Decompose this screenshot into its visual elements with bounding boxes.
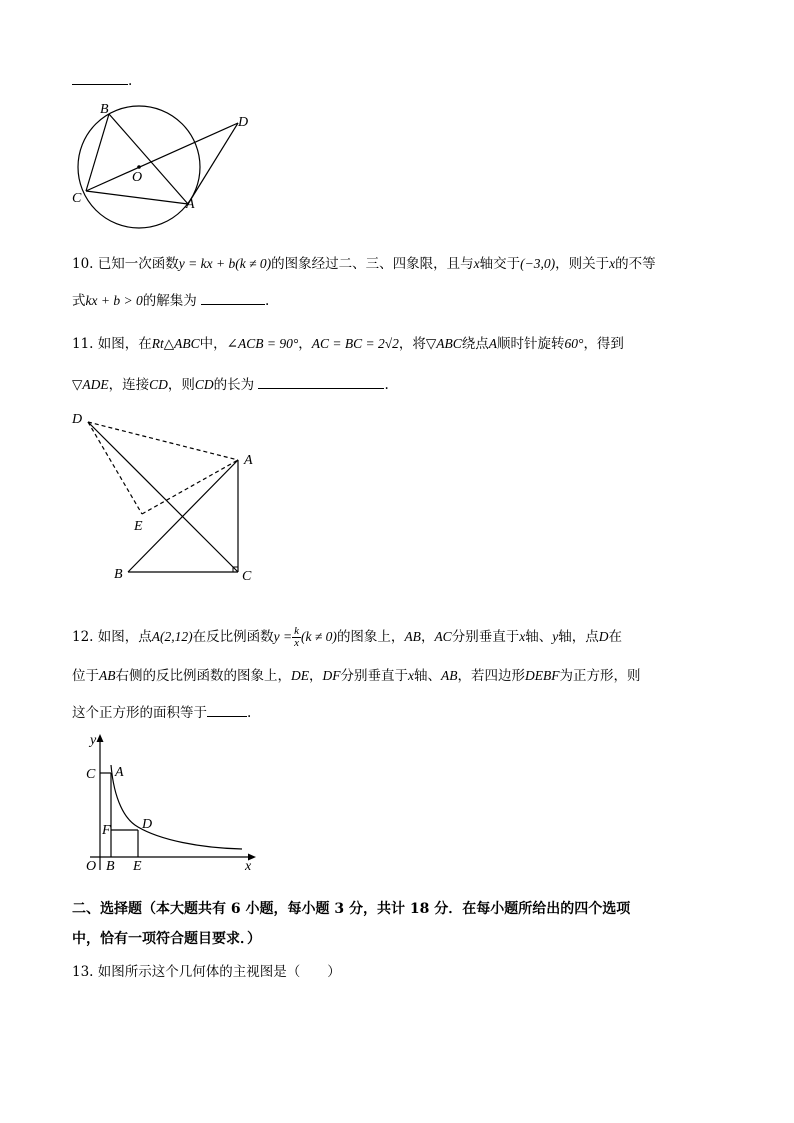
label-y: y [90,733,97,748]
label-e: E [133,859,142,874]
y-axis-arrow [97,734,104,742]
segment-ad [188,123,238,204]
answer-blank[interactable] [72,70,128,85]
label-d: D [238,115,249,130]
q11-answer-blank[interactable] [258,374,384,389]
label-a: A [186,197,195,212]
section2-heading-line1: 二、选择题（本大题共有 6 小题，每小题 3 分，共计 18 分．在每小题所给出的四个选项 [72,901,631,917]
center-point [137,165,141,169]
q10-answer-blank[interactable] [201,290,265,305]
figure-rotation [66,406,276,586]
label-b: B [114,567,123,582]
fraction-k-over-x: $\frac{k}{x}$ [294,625,300,649]
figure-hyperbola [80,730,270,878]
figure-circle [66,98,266,238]
segment-da [88,422,238,460]
q11-line2: ▽ADE，连接CD，则CD的长为 . [72,374,389,395]
label-f: F [102,823,111,838]
label-b: B [106,859,115,874]
label-d: D [72,412,83,427]
q10-line2: 式kx + b > 0的解集为 . [72,290,269,311]
hyperbola-curve [111,765,242,849]
segment-bc [86,114,109,191]
q12-answer-blank[interactable] [207,702,247,717]
segment-ba [109,114,188,204]
label-c: C [242,569,252,584]
label-o: O [86,859,97,874]
label-a: A [244,453,253,468]
q13-line: 13. 如图所示这个几何体的主视图是（ ） [72,964,341,980]
q12-line1: 12. 如图，点A(2,12)在反比例函数y = $\frac{k}{x}$ (k ≠ 0)的图象上，AB，AC分别垂直于x轴、y轴，点D在 [72,625,622,649]
label-a: A [115,765,124,780]
label-x: x [245,859,252,874]
section2-heading-line2: 中，恰有一项符合题目要求．） [72,931,261,947]
label-d: D [142,817,153,832]
segment-cd [86,123,238,191]
q11-line1: 11. 如图，在Rt△ABC中，∠ACB = 90°，AC = BC = 2√2，将▽ABC绕点A顺时针旋转60°，得到 [72,336,624,352]
label-o: O [132,170,143,185]
segment-ea [142,460,238,514]
top-answer-line: . [72,70,132,91]
label-b: B [100,102,109,117]
label-c: C [72,191,82,206]
segment-ca [86,191,188,204]
label-e: E [134,519,143,534]
q12-line2: 位于AB右侧的反比例函数的图象上，DE，DF分别垂直于x轴、AB，若四边形DEBF为正方形，则 [72,668,641,684]
segment-dc [88,422,238,572]
q12-line3: 这个正方形的面积等于 . [72,702,251,723]
q10-line1: 10. 已知一次函数y = kx + b(k ≠ 0)的图象经过二、三、四象限，且与x轴交于(−3,0)，则关于x的不等 [72,256,656,272]
label-c: C [86,767,96,782]
